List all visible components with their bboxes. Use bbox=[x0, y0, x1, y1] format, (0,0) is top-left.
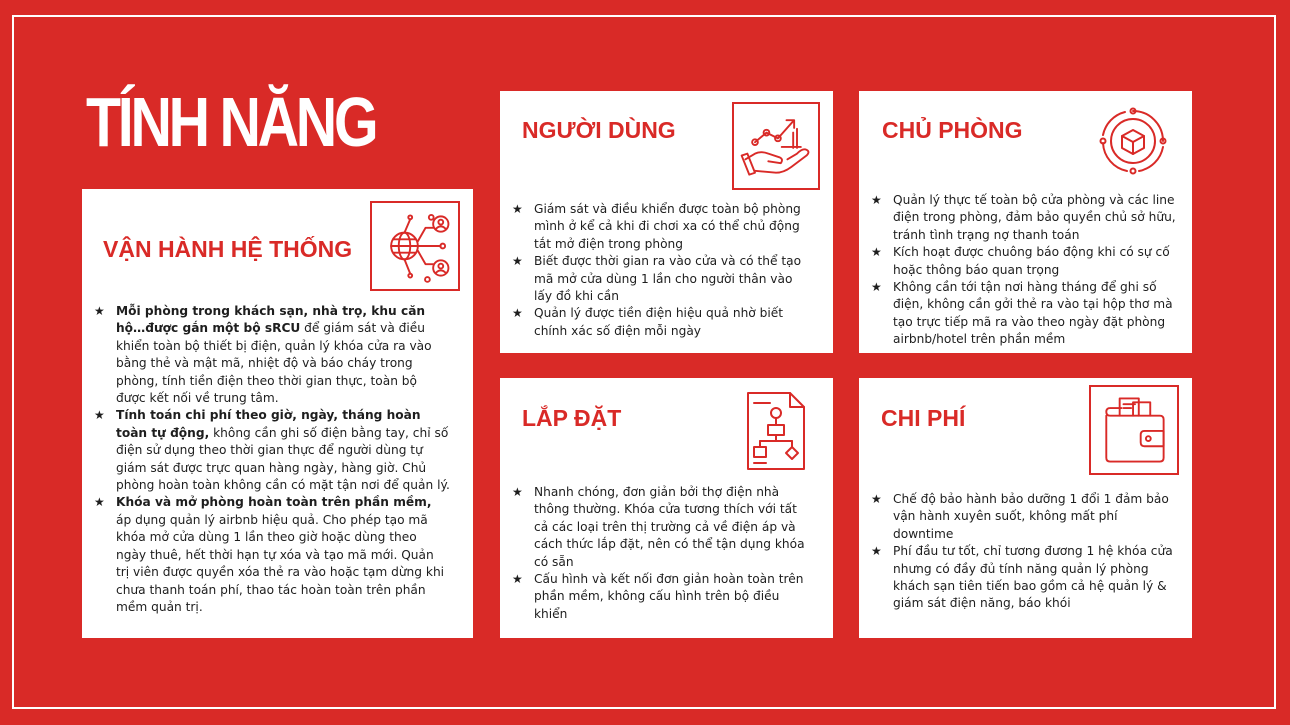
star-bullet-icon: ★ bbox=[871, 280, 882, 295]
bullet-bold: Mỗi phòng trong khách sạn, nhà trọ, khu căn hộ…được gắn một bộ sRCU bbox=[116, 304, 426, 336]
wallet-icon bbox=[1089, 385, 1179, 475]
page-title: TÍNH NĂNG bbox=[86, 83, 376, 161]
box-orbit-icon bbox=[1089, 101, 1177, 181]
network-globe-users-icon bbox=[370, 201, 460, 291]
feature-list bbox=[94, 303, 450, 616]
star-bullet-icon: ★ bbox=[512, 485, 523, 499]
star-bullet-icon: ★ bbox=[871, 245, 882, 260]
card-title: CHI PHÍ bbox=[881, 405, 966, 431]
bullet-text: Giám sát và điều khiển được toàn bộ phòng mình ở kể cả khi đi chơi xa có thể chủ động tắt mở điện trong phòng bbox=[534, 202, 801, 251]
card-chi-phi bbox=[859, 378, 1192, 638]
feature-list bbox=[512, 201, 812, 340]
list-item bbox=[512, 484, 812, 571]
bullet-text: Quản lý được tiền điện hiệu quả nhờ biết chính xác số điện mỗi ngày bbox=[534, 306, 784, 338]
bullet-text: áp dụng quản lý airbnb hiệu quả. Cho phép tạo mã khóa mở cửa dùng 1 lần theo giờ hoặc dùng theo ngày thuê, hết thời hạn tự xóa và tạo mã mới. Quản trị viên được quyền xóa thẻ ra vào hoặc tạm dừng khi chưa thanh toán phí, thao tác hoàn toàn trên phần mềm quản trị. bbox=[116, 512, 445, 614]
card-title: LẮP ĐẶT bbox=[522, 405, 622, 431]
feature-list bbox=[871, 192, 1181, 349]
bullet-text: Kích hoạt được chuông báo động khi có sự cố hoặc thông báo quan trọng bbox=[893, 245, 1170, 277]
card-lap-dat bbox=[500, 378, 833, 638]
bullet-text: Nhanh chóng, đơn giản bởi thợ điện nhà thông thường. Khóa cửa tương thích với tất cả các loại trên thị trường cả về điện áp và cách thức lắp đặt, nên có thể tận dụng khóa có sẵn bbox=[534, 485, 805, 569]
star-bullet-icon: ★ bbox=[871, 193, 882, 207]
list-item bbox=[871, 244, 1181, 279]
card-title: VẬN HÀNH HỆ THỐNG bbox=[103, 236, 353, 262]
card-nguoi-dung bbox=[500, 91, 833, 353]
list-item bbox=[512, 571, 812, 623]
star-bullet-icon: ★ bbox=[512, 254, 523, 269]
star-bullet-icon: ★ bbox=[512, 572, 523, 587]
list-item bbox=[871, 543, 1176, 613]
list-item bbox=[512, 201, 812, 253]
star-bullet-icon: ★ bbox=[512, 306, 523, 321]
hand-growth-chart-icon bbox=[732, 102, 820, 190]
list-item bbox=[512, 253, 812, 305]
star-bullet-icon: ★ bbox=[94, 495, 105, 510]
list-item bbox=[94, 407, 450, 494]
list-item bbox=[512, 305, 812, 340]
list-item bbox=[871, 192, 1181, 244]
card-title: NGƯỜI DÙNG bbox=[522, 117, 676, 143]
bullet-text: Không cần tới tận nơi hàng tháng để ghi số điện, không cần gởi thẻ ra vào tại hộp thơ mà tạo trực tiếp mã ra vào theo ngày đặt phòng airbnb/hotel trên phần mềm bbox=[893, 280, 1173, 347]
bullet-text: Phí đầu tư tốt, chỉ tương đương 1 hệ khóa cửa nhưng có đầy đủ tính năng quản lý phòng khách sạn tiên tiến bao gồm cả hệ quản lý & giám sát điện năng, báo khói bbox=[893, 544, 1173, 611]
star-bullet-icon: ★ bbox=[94, 408, 105, 423]
list-item bbox=[94, 303, 450, 407]
list-item bbox=[871, 279, 1181, 349]
bullet-text: không cần ghi số điện bằng tay, chỉ số điện sử dụng theo thời gian thực để người dùng tự giám sát được trực quan hàng ngày, hàng giờ. Chủ phòng hoàn toàn không cần có mặt tận nơi để quản lý. bbox=[116, 425, 450, 493]
star-bullet-icon: ★ bbox=[94, 304, 105, 318]
star-bullet-icon: ★ bbox=[871, 544, 882, 559]
bullet-text: Chế độ bảo hành bảo dưỡng 1 đổi 1 đảm bảo vận hành xuyên suốt, không mất phí downtime bbox=[893, 492, 1169, 541]
document-flowchart-icon bbox=[730, 385, 820, 475]
bullet-text: Cấu hình và kết nối đơn giản hoàn toàn trên phần mềm, không cấu hình trên bộ điều khiển bbox=[534, 572, 804, 621]
card-chu-phong bbox=[859, 91, 1192, 353]
star-bullet-icon: ★ bbox=[871, 492, 882, 506]
bullet-bold: Tính toán chi phí theo giờ, ngày, tháng hoàn toàn tự động, bbox=[116, 408, 421, 440]
list-item bbox=[871, 491, 1176, 543]
feature-list bbox=[512, 484, 812, 623]
star-bullet-icon: ★ bbox=[512, 202, 523, 216]
bullet-text: Biết được thời gian ra vào cửa và có thể tạo mã mở cửa dùng 1 lần cho người thân vào lấy đồ khi cần bbox=[534, 254, 802, 304]
card-title: CHỦ PHÒNG bbox=[882, 117, 1023, 143]
bullet-bold: Khóa và mở phòng hoàn toàn trên phần mềm, bbox=[116, 495, 432, 510]
card-van-hanh-he-thong bbox=[82, 189, 473, 638]
list-item bbox=[94, 494, 450, 616]
feature-list bbox=[871, 491, 1176, 613]
bullet-text: để giám sát và điều khiển toàn bộ thiết bị điện, quản lý khóa cửa ra vào bằng thẻ và mật mã, nhiệt độ và báo cháy trong phòng, tính tiền điện theo thời gian thực, toàn bộ được kết nối về trung tâm. bbox=[116, 321, 432, 406]
bullet-text: Quản lý thực tế toàn bộ cửa phòng và các line điện trong phòng, đảm bảo quyền chủ sở hữu, tránh tình trạng nợ thanh toán bbox=[893, 193, 1176, 242]
